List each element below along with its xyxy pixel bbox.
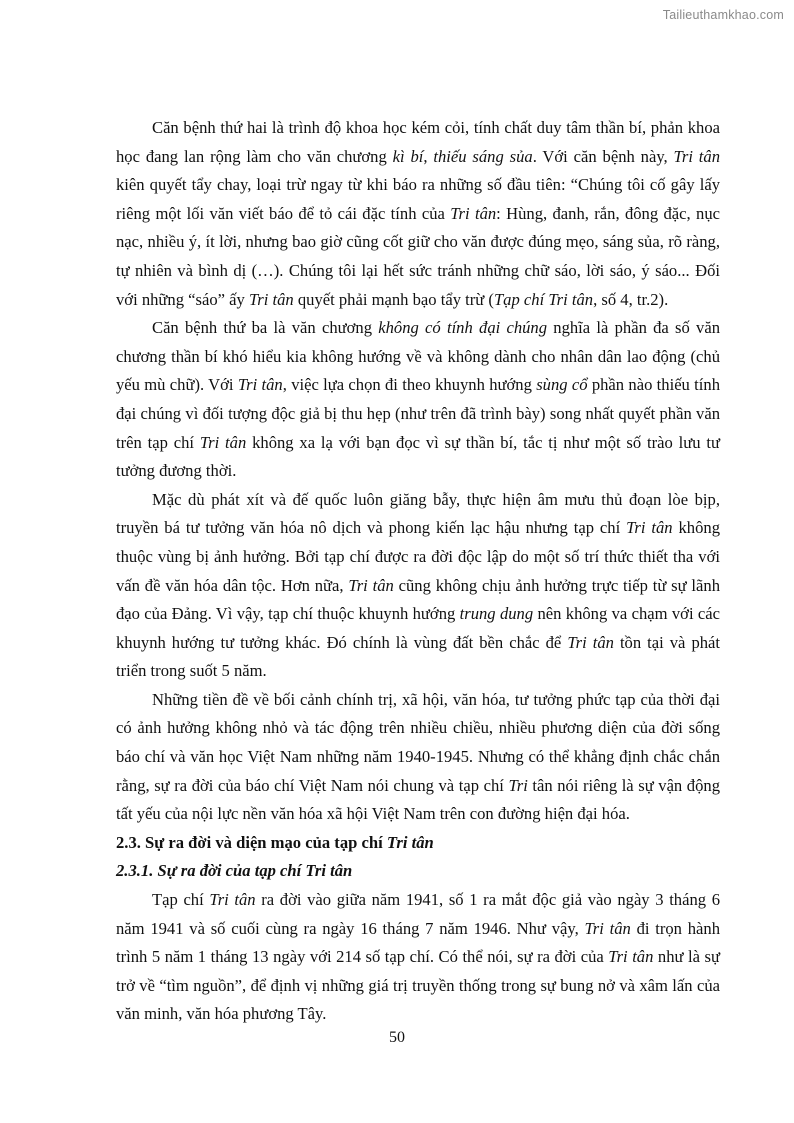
page-number: 50 (389, 1029, 405, 1046)
paragraph-4: Những tiền đề về bối cảnh chính trị, xã hội, văn hóa, tư tưởng phức tạp của thời đại có ảnh hưởng không nhỏ và tác động trên nhiều chiều, nhiều phương diện của đời sống báo chí và văn học Việt Nam những năm 1940-1945. Nhưng có thể khẳng định chắc chắn rằng, sự ra đời của báo chí Việt Nam nói chung và tạp chí Tri tân nói riêng là sự vận động tất yếu của nội lực nền văn hóa xã hội Việt Nam trên con đường hiện đại hóa. (116, 689, 720, 824)
watermark: Tailieuthamkhao.com (662, 8, 784, 22)
paragraph-5: Tạp chí Tri tân ra đời vào giữa năm 1941, số 1 ra mắt độc giả vào ngày 3 tháng 6 năm 1941 và số cuối cùng ra ngày 16 tháng 7 năm 1946. Như vậy, Tri tân đi trọn hành trình 5 năm 1 tháng 13 ngày với 214 số tạp chí. Có thể nói, sự ra đời của Tri tân như là sự trở về “tìm nguồn”, để định vị những giá trị truyền thống trong sự bung nở và xâm lấn của văn minh, văn hóa phương Tây. (116, 890, 720, 1024)
paragraph-3: Mặc dù phát xít và đế quốc luôn giăng bẫy, thực hiện âm mưu thủ đoạn lòe bịp, truyền bá tư tưởng văn hóa nô dịch và phong kiến lạc hậu nhưng tạp chí Tri tân không thuộc vùng bị ảnh hưởng. Bởi tạp chí được ra đời độc lập do một số trí thức thiết tha với vấn đề văn hóa dân tộc. Hơn nữa, Tri tân cũng không chịu ảnh hưởng trực tiếp từ sự lãnh đạo của Đảng. Vì vậy, tạp chí thuộc khuynh hướng trung dung nên không va chạm với các khuynh hướng tư tưởng khác. Đó chính là vùng đất bền chắc để Tri tân tồn tại và phát triển trong suốt 5 năm. (116, 489, 721, 681)
subsection-heading-2-3-1: 2.3.1. Sự ra đời của tạp chí Tri tân (116, 861, 353, 881)
paragraph-2: Căn bệnh thứ ba là văn chương không có tính đại chúng nghĩa là phần đa số văn chương thần bí khó hiểu kia không hướng về và không dành cho nhân dân lao động (chủ yếu mù chữ). Với Tri tân, việc lựa chọn đi theo khuynh hướng sùng cổ phần nào thiếu tính đại chúng vì đối tượng độc giả bị thu hẹp (như trên đã trình bày) song nhất quyết phần văn trên tạp chí Tri tân không xa lạ với bạn đọc vì sự thần bí, tắc tị như một số trào lưu tư tưởng đương thời. (116, 318, 720, 481)
document-body (116, 114, 720, 1029)
paragraph-1: Căn bệnh thứ hai là trình độ khoa học kém cỏi, tính chất duy tâm thần bí, phản khoa học đang lan rộng làm cho văn chương kì bí, thiếu sáng sủa. Với căn bệnh này, Tri tân kiên quyết tẩy chay, loại trừ ngay từ khi báo ra những số đầu tiên: “Chúng tôi cố gây lấy riêng một lối văn viết báo để tỏ cái đặc tính của Tri tân: Hùng, đanh, rắn, đông đặc, nục nạc, nhiều ý, ít lời, nhưng bao giờ cũng cốt giữ cho văn được đúng mẹo, sáng sủa, rõ ràng, tự nhiên và bình dị (…). Chúng tôi lại hết sức tránh những chữ sáo, lời sáo, ý sáo... Đối với những “sáo” ấy Tri tân quyết phải mạnh bạo tẩy trừ (Tạp chí Tri tân, số 4, tr.2). (116, 118, 720, 309)
section-heading-2-3: 2.3. Sự ra đời và diện mạo của tạp chí Tri tân (116, 832, 434, 852)
